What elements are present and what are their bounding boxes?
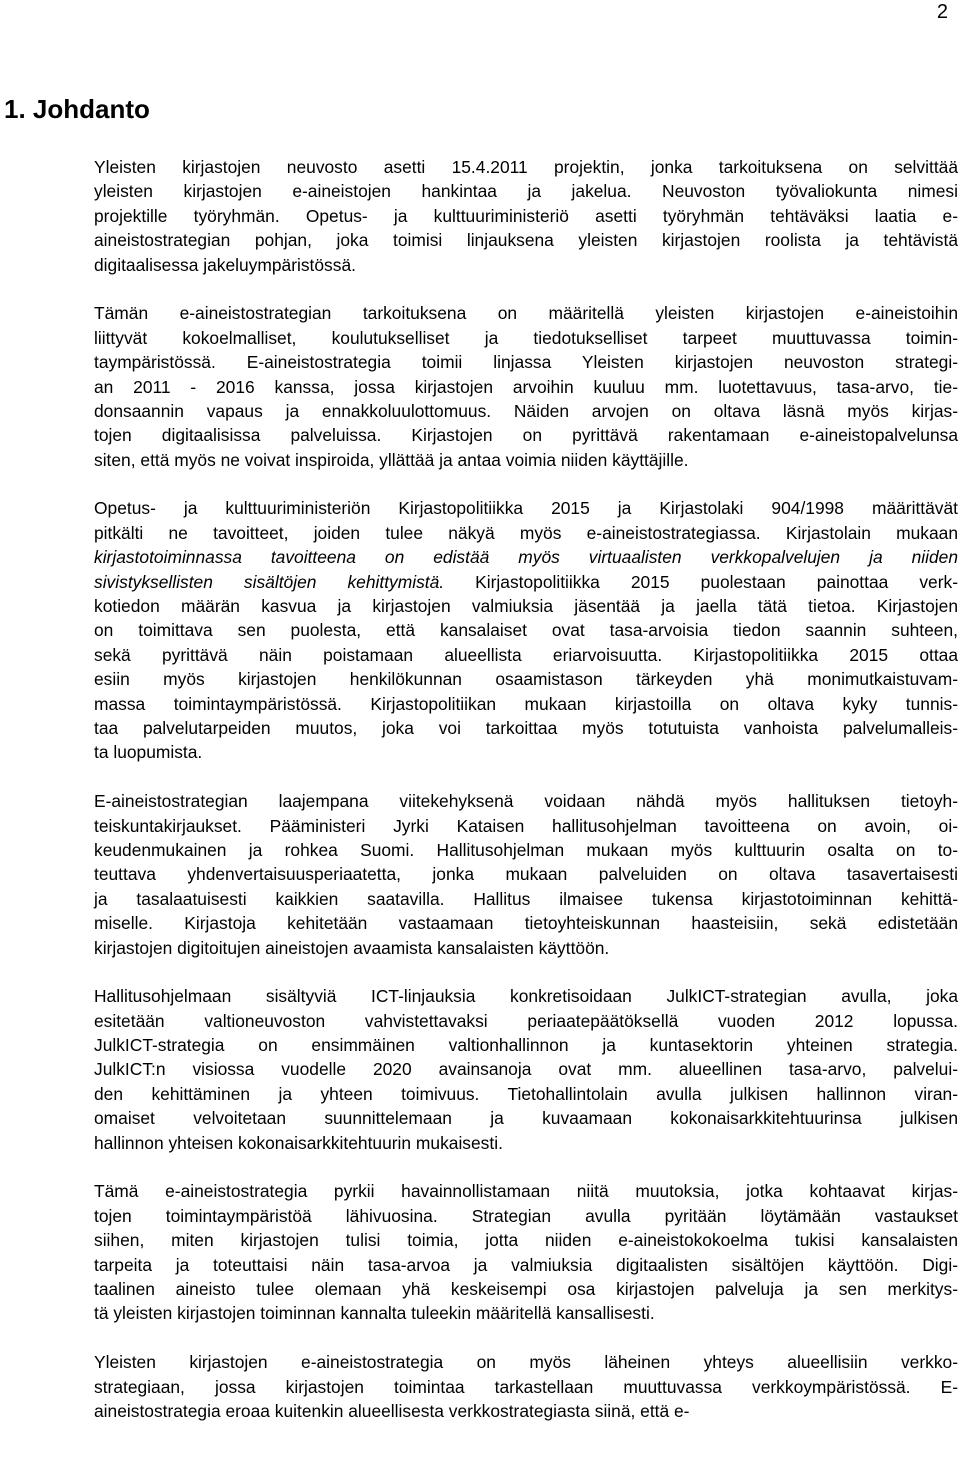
text-line	[94, 1131, 958, 1155]
text-line	[94, 204, 958, 228]
text-segment: JulkICT-strategia on ensimmäinen valtionhallinnon ja kuntasektorin yhteinen strategia.	[94, 1035, 958, 1056]
text-segment: an 2011 - 2016 kanssa, jossa kirjastojen arvoihin kuuluu mm. luotettavuus, tasa-arvo, tie-	[94, 376, 958, 397]
text-segment: yleisten kirjastojen e-aineistojen hankintaa ja jakelua. Neuvoston työvaliokunta nimesi	[94, 181, 958, 202]
text-segment: Tämän e-aineistostrategian tarkoituksena on määritellä yleisten kirjastojen e-aineistoihin	[94, 303, 958, 324]
text-segment: tojen digitaalisissa palveluissa. Kirjastojen on pyrittävä rakentamaan e-aineistopalvelunsa	[94, 425, 958, 446]
text-line	[94, 1253, 958, 1277]
text-line	[94, 1204, 958, 1228]
text-line	[94, 1399, 958, 1423]
text-line	[94, 716, 958, 740]
italic-text: kirjastotoiminnassa tavoitteena on edistää myös virtuaalisten verkkopalvelujen ja niiden	[94, 547, 958, 568]
text-line	[94, 521, 958, 545]
paragraph	[94, 789, 958, 960]
text-segment: liittyvät kokoelmalliset, koulutukselliset ja tiedotukselliset tarpeet muuttuvassa toimin-	[94, 327, 958, 348]
text-segment: donsaannin vapaus ja ennakkoluulottomuus. Näiden arvojen on oltava läsnä myös kirjas-	[94, 400, 958, 421]
text-line	[94, 155, 958, 179]
text-line	[94, 936, 958, 960]
text-line	[94, 228, 958, 252]
text-line	[94, 570, 958, 594]
italic-text: sivistyksellisten sisältöjen kehittymistä.	[94, 571, 445, 592]
text-line	[94, 1082, 958, 1106]
text-segment: sekä pyrittävä näin poistamaan alueellista eriarvoisuutta. Kirjastopolitiikka 2015 ottaa	[94, 644, 958, 665]
text-line	[94, 253, 958, 277]
text-line	[94, 814, 958, 838]
text-segment: aineistostrategia eroaa kuitenkin alueellisesta verkkostrategiasta siinä, että e-	[94, 1400, 690, 1421]
text-line	[94, 350, 958, 374]
text-line	[94, 984, 958, 1008]
text-segment: omaiset velvoitetaan suunnittelemaan ja kuvaamaan kokonaisarkkitehtuurinsa julkisen	[94, 1108, 958, 1129]
text-line	[94, 301, 958, 325]
text-segment: ta luopumista.	[94, 742, 203, 763]
text-line	[94, 643, 958, 667]
text-segment: E-aineistostrategian laajempana viitekehyksenä voidaan nähdä myös hallituksen tietoyh-	[94, 791, 958, 812]
text-line	[94, 862, 958, 886]
text-line	[94, 496, 958, 520]
text-segment: kotiedon määrän kasvua ja kirjastojen valmiuksia jäsentää ja jaella tätä tietoa. Kirjastojen	[94, 596, 958, 617]
page-number: 2	[936, 1, 948, 23]
text-segment: den kehittäminen ja yhteen toimivuus. Tietohallintolain avulla julkisen hallinnon viran-	[94, 1083, 958, 1104]
text-line	[94, 1057, 958, 1081]
text-segment: esiin myös kirjastojen henkilökunnan osaamistason tärkeyden yhä monimutkaistuvam-	[94, 669, 958, 690]
text-line	[94, 1009, 958, 1033]
text-line	[94, 911, 958, 935]
text-line	[94, 740, 958, 764]
text-segment: esitetään valtioneuvoston vahvistettavaksi periaatepäätöksellä vuoden 2012 lopussa.	[94, 1010, 958, 1031]
text-segment: teiskuntakirjaukset. Pääministeri Jyrki Kataisen hallitusohjelman tavoitteena on avoin, oi-	[94, 815, 958, 836]
text-segment: hallinnon yhteisen kokonaisarkkitehtuurin mukaisesti.	[94, 1132, 503, 1153]
text-line	[94, 448, 958, 472]
text-line	[94, 667, 958, 691]
text-line	[94, 1179, 958, 1203]
text-segment: siten, että myös ne voivat inspiroida, yllättää ja antaa voimia niiden käyttäjille.	[94, 449, 689, 470]
paragraph	[94, 984, 958, 1155]
text-segment: siihen, miten kirjastojen tulisi toimia, jotta niiden e-aineistokokoelma tukisi kansalaisten	[94, 1230, 958, 1251]
text-line	[94, 1301, 958, 1325]
paragraph	[94, 1350, 958, 1423]
text-segment: digitaalisessa jakeluympäristössä.	[94, 254, 356, 275]
text-segment: on toimittava sen puolesta, että kansalaiset ovat tasa-arvoisia tiedon saannin suhteen,	[94, 620, 958, 641]
text-line	[94, 399, 958, 423]
text-segment: tarpeita ja toteuttaisi näin tasa-arvoa ja valmiuksia digitaalisten sisältöjen käyttöön. Digi-	[94, 1254, 958, 1275]
text-segment: ja tasalaatuisesti kaikkien saatavilla. Hallitus ilmaisee tukensa kirjastotoiminnan kehittä-	[94, 888, 958, 909]
text-line	[94, 326, 958, 350]
text-segment: taa palvelutarpeiden muutos, joka voi tarkoittaa myös totutuista vanhoista palvelumalleis-	[94, 717, 958, 738]
text-segment: kirjastojen digitoitujen aineistojen avaamista kansalaisten käyttöön.	[94, 937, 610, 958]
paragraph	[94, 1179, 958, 1325]
text-line	[94, 1033, 958, 1057]
text-segment: Tämä e-aineistostrategia pyrkii havainnollistamaan niitä muutoksia, jotka kohtaavat kirjas-	[94, 1181, 958, 1202]
text-segment: taalinen aineisto tulee olemaan yhä keskeisempi osa kirjastojen palveluja ja sen merkitys-	[94, 1278, 958, 1299]
text-line	[94, 887, 958, 911]
text-line	[94, 1228, 958, 1252]
text-line	[94, 179, 958, 203]
text-segment: strategiaan, jossa kirjastojen toimintaa tarkastellaan muuttuvassa verkkoympäristössä. E-	[94, 1376, 958, 1397]
text-segment: Kirjastopolitiikka 2015 puolestaan painottaa verk-	[444, 571, 959, 592]
text-line	[94, 1375, 958, 1399]
text-line	[94, 838, 958, 862]
text-line	[94, 423, 958, 447]
paragraph	[94, 155, 958, 277]
text-segment: teuttava yhdenvertaisuusperiaatetta, jonka mukaan palveluiden on oltava tasavertaisesti	[94, 864, 958, 885]
text-line	[94, 375, 958, 399]
text-segment: Yleisten kirjastojen e-aineistostrategia on myös läheinen yhteys alueellisiin verkko-	[94, 1352, 958, 1373]
text-line	[94, 1277, 958, 1301]
text-segment: Hallitusohjelmaan sisältyviä ICT-linjauksia konkretisoidaan JulkICT-strategian avulla, joka	[94, 986, 958, 1007]
text-segment: JulkICT:n visiossa vuodelle 2020 avainsanoja ovat mm. alueellinen tasa-arvo, palvelui-	[94, 1059, 958, 1080]
text-segment: Yleisten kirjastojen neuvosto asetti 15.4.2011 projektin, jonka tarkoituksena on selvittää	[94, 157, 958, 177]
text-line	[94, 692, 958, 716]
text-segment: projektille työryhmän. Opetus- ja kulttuuriministeriö asetti työryhmän tehtäväksi laatia e-	[94, 205, 958, 226]
text-line	[94, 618, 958, 642]
document-body	[94, 155, 958, 1423]
text-line	[94, 545, 958, 569]
paragraph	[94, 301, 958, 472]
text-line	[94, 789, 958, 813]
text-segment: Opetus- ja kulttuuriministeriön Kirjastopolitiikka 2015 ja Kirjastolaki 904/1998 määrittävät	[94, 498, 958, 519]
text-line	[94, 1350, 958, 1374]
paragraph	[94, 496, 958, 764]
text-segment: tä yleisten kirjastojen toiminnan kannalta tuleekin määritellä kansallisesti.	[94, 1303, 655, 1324]
text-segment: aineistostrategian pohjan, joka toimisi linjauksena yleisten kirjastojen roolista ja tehtävistä	[94, 230, 958, 251]
text-segment: tojen toimintaympäristöä lähivuosina. Strategian avulla pyritään löytämään vastaukset	[94, 1205, 958, 1226]
text-segment: pitkälti ne tavoitteet, joiden tulee näkyä myös e-aineistostrategiassa. Kirjastolain mukaan	[94, 522, 958, 543]
text-segment: massa toimintaympäristössä. Kirjastopolitiikan mukaan kirjastoilla on oltava kyky tunnis-	[94, 693, 958, 714]
text-line	[94, 1106, 958, 1130]
text-segment: misellе. Kirjastoja kehitetään vastaamaan tietoyhteiskunnan haasteisiin, sekä edistetään	[94, 913, 958, 934]
section-heading: 1. Johdanto	[4, 94, 150, 124]
text-segment: taympäristössä. E-aineistostrategia toimii linjassa Yleisten kirjastojen neuvoston strategi-	[94, 352, 958, 373]
text-segment: keudenmukainen ja rohkea Suomi. Hallitusohjelman mukaan myös kulttuurin osalta on to-	[94, 839, 958, 860]
text-line	[94, 594, 958, 618]
